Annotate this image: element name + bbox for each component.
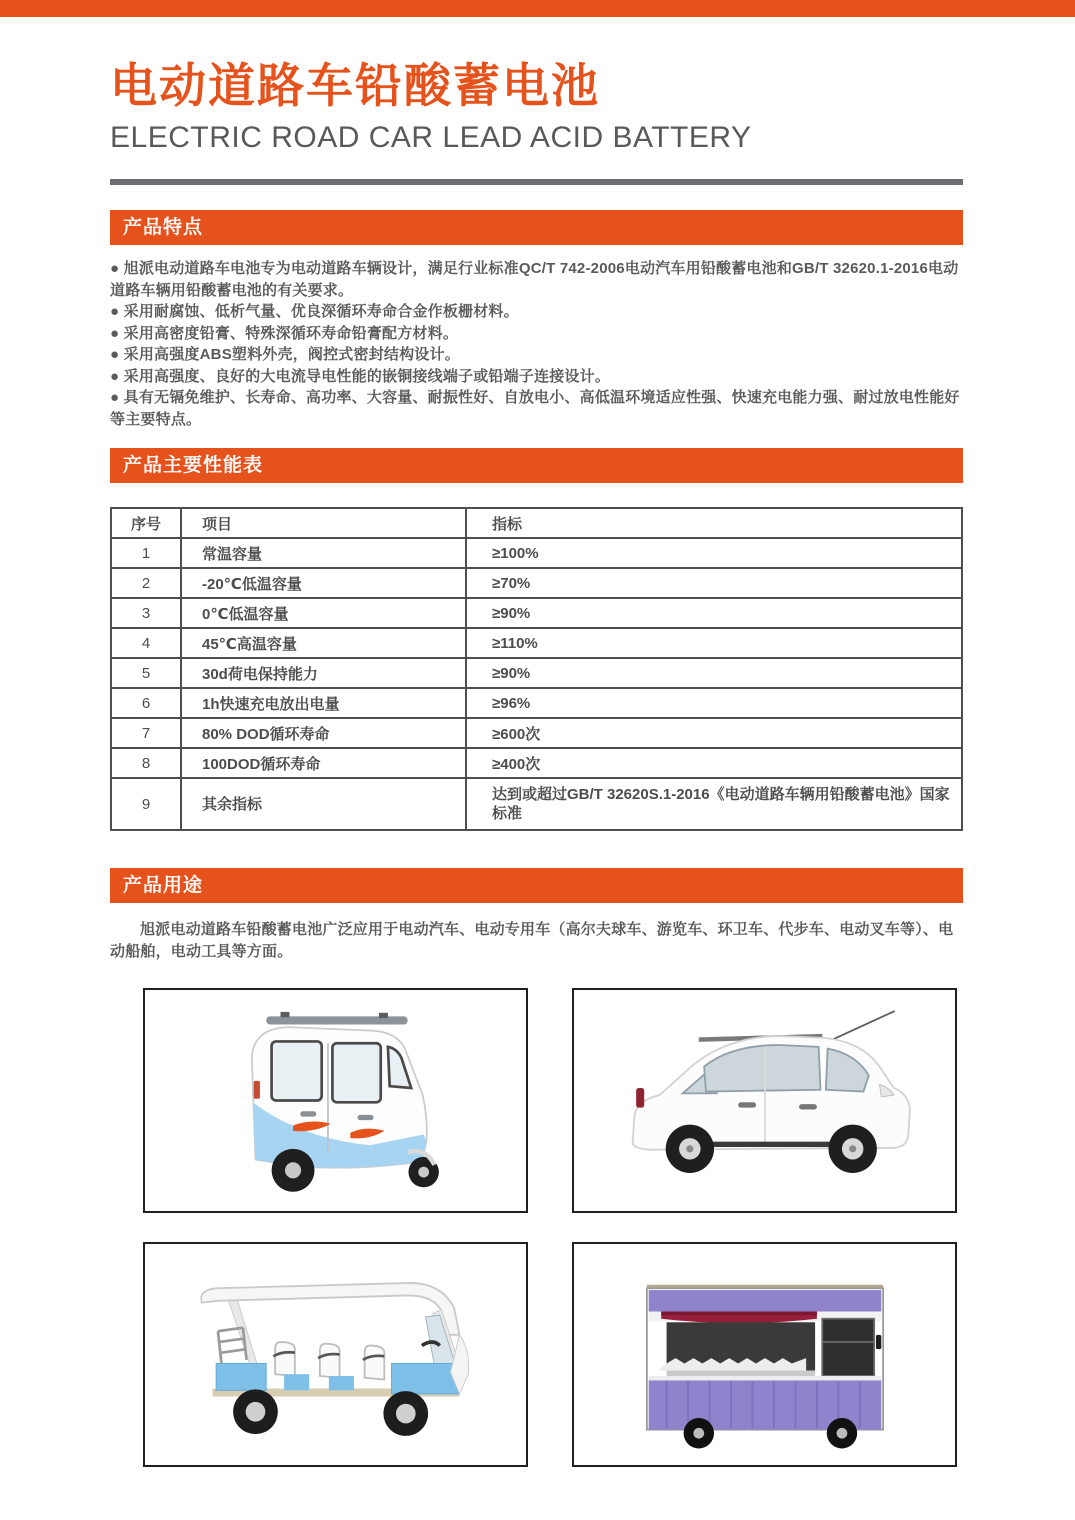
- section-header-features: 产品特点: [110, 210, 963, 245]
- page-content: [110, 17, 963, 1496]
- column-header-indicator: 指标: [466, 508, 962, 538]
- cell-item: 0℃低温容量: [181, 598, 466, 628]
- feature-item: ● 采用高强度ABS塑料外壳，阀控式密封结构设计。: [110, 346, 460, 363]
- cell-item: 常温容量: [181, 538, 466, 568]
- cell-indicator: ≥110%: [466, 628, 962, 658]
- electric-sightseeing-bus-illustration: [166, 1252, 506, 1457]
- column-header-no: 序号: [111, 508, 181, 538]
- cell-indicator: ≥70%: [466, 568, 962, 598]
- table-row: [111, 538, 962, 568]
- table-row: [111, 598, 962, 628]
- product-image-grid: [143, 988, 957, 1496]
- cell-item: 100DOD循环寿命: [181, 748, 466, 778]
- page-subtitle: ELECTRIC ROAD CAR LEAD ACID BATTERY: [110, 121, 752, 154]
- applications-paragraph: 旭派电动道路车铅酸蓄电池广泛应用于电动汽车、电动专用车（高尔夫球车、游览车、环卫车、代步车、电动叉车等）、电动船舶，电动工具等方面。: [110, 921, 954, 960]
- white-electric-mini-car-image: [572, 988, 957, 1213]
- white-electric-mini-car-illustration: [595, 998, 935, 1203]
- cell-no: 4: [111, 628, 181, 658]
- cell-indicator: ≥100%: [466, 538, 962, 568]
- cell-item: 45℃高温容量: [181, 628, 466, 658]
- table-row: [111, 718, 962, 748]
- feature-list: [110, 258, 963, 430]
- performance-table: [110, 507, 963, 831]
- cell-no: 7: [111, 718, 181, 748]
- cell-item: 80% DOD循环寿命: [181, 718, 466, 748]
- cell-indicator: 达到或超过GB/T 32620S.1-2016《电动道路车辆用铅酸蓄电池》国家标准: [466, 778, 962, 830]
- top-accent-bar: [0, 0, 1075, 17]
- cell-no: 3: [111, 598, 181, 628]
- cell-indicator: ≥600次: [466, 718, 962, 748]
- table-row: [111, 778, 962, 830]
- feature-item: ● 采用高密度铅膏、特殊深循环寿命铅膏配方材料。: [110, 324, 459, 342]
- feature-item: ● 旭派电动道路车电池专为电动道路车辆设计，满足行业标准QC/T 742-2006电动汽车用铅酸蓄电池和GB/T 32620.1-2016电动道路车辆用铅酸蓄电池的有关要求。: [110, 260, 959, 299]
- table-row: [111, 568, 962, 598]
- enclosed-electric-tricycle-image: [143, 988, 528, 1213]
- cell-indicator: ≥90%: [466, 598, 962, 628]
- cell-no: 6: [111, 688, 181, 718]
- purple-mobile-food-cart-illustration: [595, 1252, 935, 1457]
- cell-item: 1h快速充电放出电量: [181, 688, 466, 718]
- column-header-item: 项目: [181, 508, 466, 538]
- cell-no: 9: [111, 778, 181, 830]
- section-header-performance: 产品主要性能表: [110, 448, 963, 483]
- electric-sightseeing-bus-image: [143, 1242, 528, 1467]
- enclosed-electric-tricycle-illustration: [166, 998, 506, 1203]
- cell-no: 2: [111, 568, 181, 598]
- purple-mobile-food-cart-image: [572, 1242, 957, 1467]
- cell-indicator: ≥400次: [466, 748, 962, 778]
- table-row: [111, 748, 962, 778]
- cell-indicator: ≥90%: [466, 658, 962, 688]
- feature-item: ● 具有无镉免维护、长寿命、高功率、大容量、耐振性好、自放电小、高低温环境适应性强、快速充电能力强、耐过放电性能好等主要特点。: [110, 389, 960, 428]
- table-row: [111, 688, 962, 718]
- cell-no: 1: [111, 538, 181, 568]
- page-title: 电动道路车铅酸蓄电池: [110, 59, 600, 112]
- feature-item: ● 采用耐腐蚀、低析气量、优良深循环寿命合金作板栅材料。: [110, 303, 519, 320]
- cell-indicator: ≥96%: [466, 688, 962, 718]
- section-header-applications: 产品用途: [110, 868, 963, 903]
- feature-item: ● 采用高强度、良好的大电流导电性能的嵌铜接线端子或铅端子连接设计。: [110, 367, 611, 385]
- table-row: [111, 658, 962, 688]
- cell-no: 8: [111, 748, 181, 778]
- table-row: [111, 628, 962, 658]
- cell-item: 其余指标: [181, 778, 466, 830]
- cell-item: -20℃低温容量: [181, 568, 466, 598]
- cell-item: 30d荷电保持能力: [181, 658, 466, 688]
- cell-no: 5: [111, 658, 181, 688]
- header-divider: [110, 179, 963, 185]
- table-header-row: [111, 508, 962, 538]
